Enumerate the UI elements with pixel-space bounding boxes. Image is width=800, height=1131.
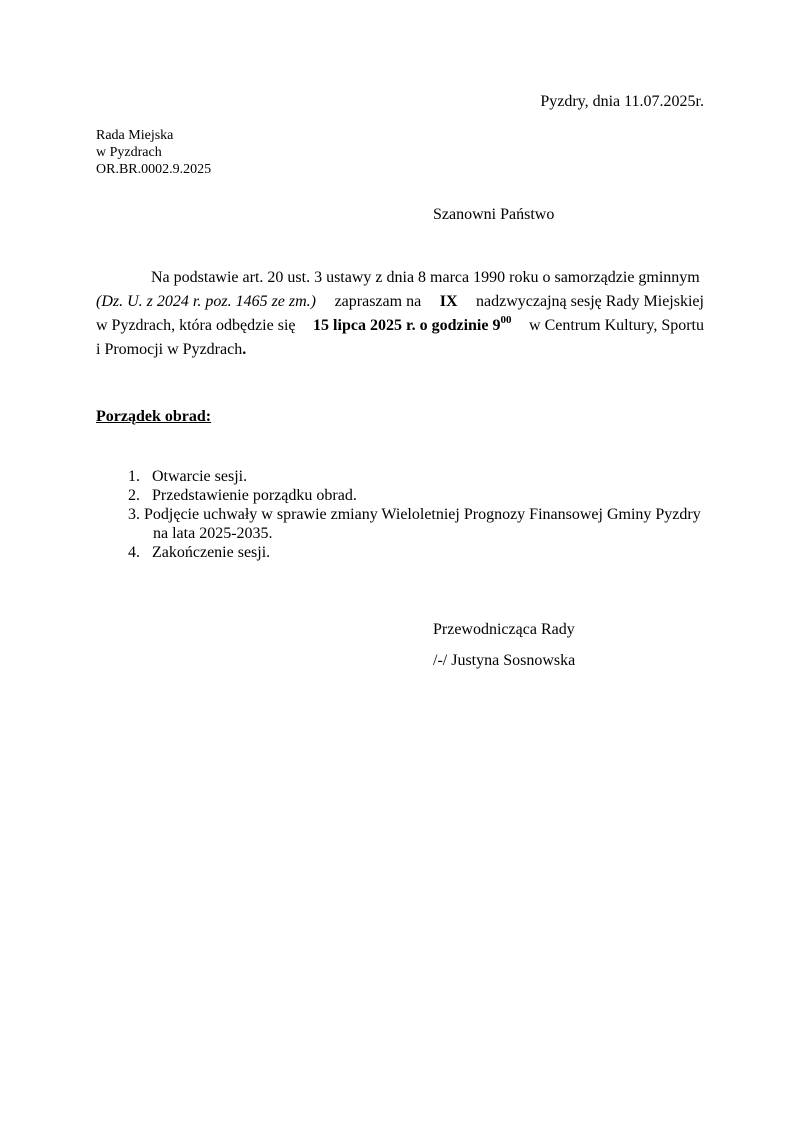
invitation-paragraph: [96, 266, 704, 362]
legal-basis-text: Na podstawie art. 20 ust. 3 ustawy z dnia 8 marca 1990 roku o samorządzie gminnym: [151, 269, 700, 286]
agenda-list: [96, 467, 716, 562]
session-number: IX: [439, 293, 458, 310]
sender-location: w Pyzdrach: [96, 145, 162, 160]
session-minutes: 00: [500, 314, 512, 326]
paragraph-line: [96, 338, 704, 362]
session-date: 15 lipca 2025 r. o godzinie 9: [313, 317, 501, 334]
final-period: .: [242, 341, 247, 358]
session-datetime: [313, 314, 511, 338]
sender-block: [96, 127, 211, 178]
location-intro-text: w Pyzdrach, która odbędzie się: [96, 317, 296, 334]
signatory-name: /-/ Justyna Sosnowska: [433, 652, 576, 669]
agenda-item-text: Zakończenie sesji.: [152, 544, 271, 561]
venue-text: w Centrum Kultury, Sportu: [529, 317, 704, 334]
venue-text-end: i Promocji w Pyzdrach: [96, 341, 243, 358]
salutation: Szanowni Państwo: [433, 206, 555, 223]
agenda-item: [96, 543, 716, 562]
agenda-item-number: 1.: [128, 468, 140, 485]
agenda-item-text: Przedstawienie porządku obrad.: [152, 487, 357, 504]
session-type-text: nadzwyczajną sesję Rady Miejskiej: [476, 293, 704, 310]
agenda-item: [96, 486, 716, 505]
paragraph-line: [96, 314, 704, 338]
agenda-item-continuation: [96, 524, 716, 543]
agenda-item-number: 2.: [128, 487, 140, 504]
reference-number: OR.BR.0002.9.2025: [96, 162, 212, 177]
agenda-item: [96, 505, 716, 524]
agenda-title: Porządek obrad:: [96, 408, 212, 425]
agenda-item: [96, 467, 716, 486]
agenda-item-text: Otwarcie sesji.: [152, 468, 248, 485]
agenda-item-number: 3.: [128, 506, 140, 523]
paragraph-line: [96, 266, 704, 290]
place-and-date: Pyzdry, dnia 11.07.2025r.: [540, 93, 704, 110]
agenda-item-number: 4.: [128, 544, 140, 561]
agenda-item-text-continued: na lata 2025-2035.: [153, 525, 273, 542]
sender-name: Rada Miejska: [96, 128, 174, 143]
signatory-role: Przewodnicząca Rady: [433, 621, 575, 638]
invite-text: zapraszam na: [334, 293, 422, 310]
paragraph-line: [96, 290, 704, 314]
journal-citation: (Dz. U. z 2024 r. poz. 1465 ze zm.): [96, 293, 317, 310]
agenda-item-text: Podjęcie uchwały w sprawie zmiany Wieloletniej Prognozy Finansowej Gminy Pyzdry: [144, 506, 701, 523]
